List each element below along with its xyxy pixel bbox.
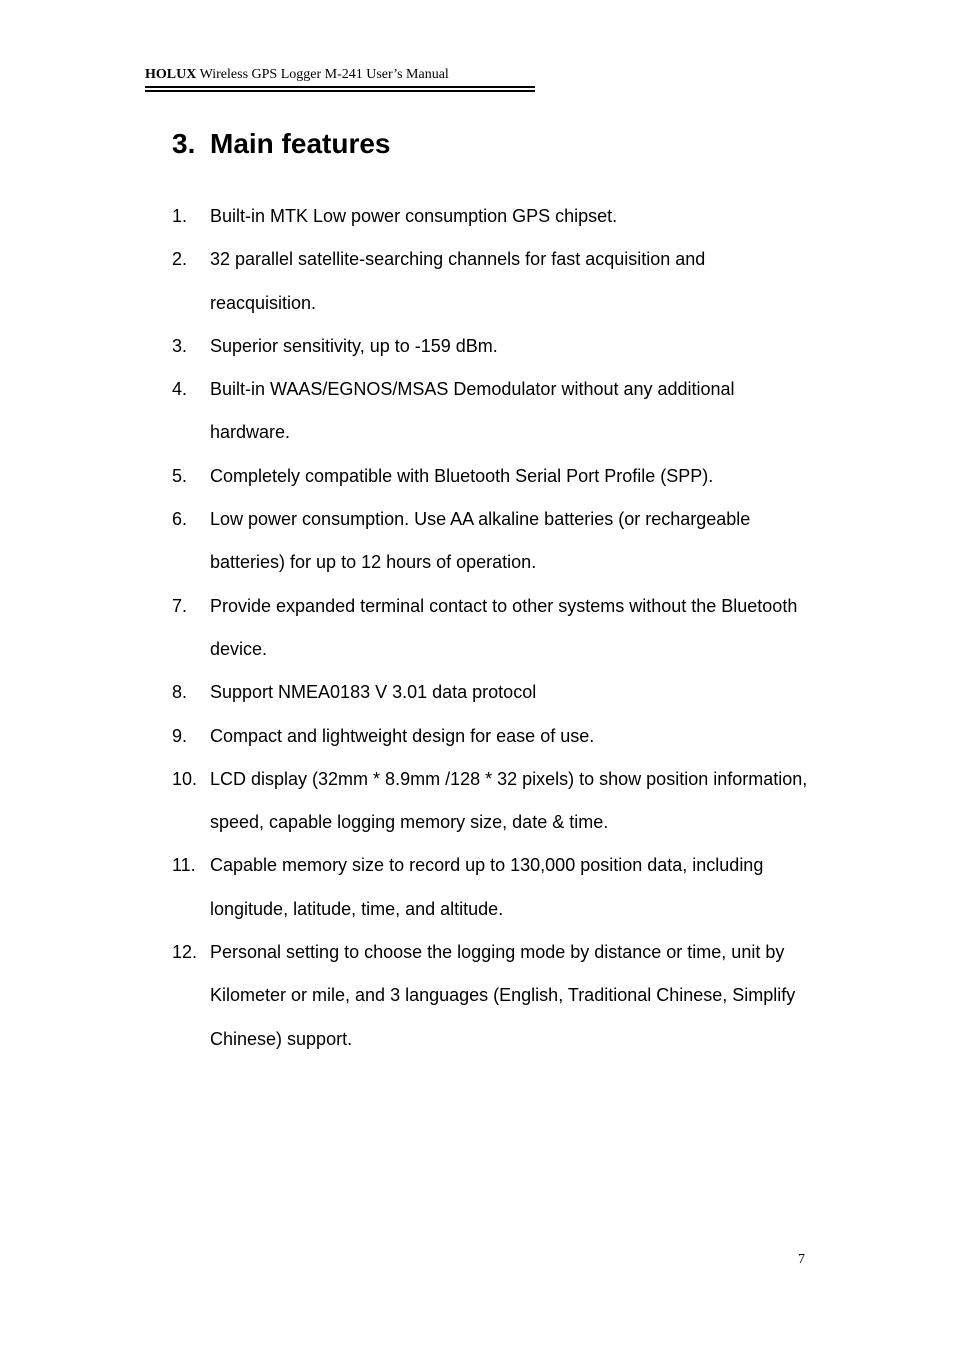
- feature-item: [172, 671, 812, 714]
- feature-number: 5.: [172, 465, 188, 486]
- feature-text: Superior sensitivity, up to -159 dBm.: [210, 335, 498, 356]
- feature-item: [172, 195, 812, 238]
- feature-text: Low power consumption. Use AA alkaline batteries (or rechargeable batteries) for up to 12 hours of operation.: [210, 509, 751, 573]
- feature-item: [172, 238, 812, 325]
- header-brand: HOLUX: [145, 67, 197, 82]
- feature-number: 12.: [172, 942, 198, 963]
- feature-number: 1.: [172, 206, 188, 226]
- feature-text: Compact and lightweight design for ease of use.: [210, 725, 595, 746]
- feature-item: [172, 325, 812, 368]
- feature-item: [172, 844, 812, 931]
- feature-item: [172, 758, 812, 845]
- header-rule-bottom: [145, 90, 535, 92]
- feature-number: 6.: [172, 509, 188, 530]
- running-header: [145, 66, 535, 84]
- feature-number: 3.: [172, 335, 188, 356]
- feature-number: 4.: [172, 379, 188, 400]
- feature-number: 7.: [172, 595, 188, 616]
- header-rule-top: [145, 86, 535, 88]
- feature-number: 9.: [172, 725, 188, 746]
- feature-text: 32 parallel satellite-searching channels for fast acquisition and reacquisition.: [210, 249, 706, 313]
- section-heading: [172, 126, 391, 162]
- feature-number: 10.: [172, 768, 198, 789]
- feature-item: [172, 715, 812, 758]
- header-title: Wireless GPS Logger M-241 User’s Manual: [199, 67, 449, 82]
- feature-item: [172, 931, 812, 1061]
- section-title: Main features: [210, 128, 391, 159]
- feature-text: Completely compatible with Bluetooth Serial Port Profile (SPP).: [210, 465, 714, 486]
- feature-text: Support NMEA0183 V 3.01 data protocol: [210, 682, 537, 703]
- feature-number: 11.: [172, 855, 196, 876]
- features-list: [172, 195, 812, 1061]
- feature-item: [172, 498, 812, 585]
- feature-text: Capable memory size to record up to 130,000 position data, including longitude, latitude, time, and altitude.: [210, 855, 764, 919]
- feature-text: Provide expanded terminal contact to other systems without the Bluetooth device.: [210, 595, 798, 659]
- feature-text: Built-in WAAS/EGNOS/MSAS Demodulator without any additional hardware.: [210, 379, 735, 443]
- feature-number: 8.: [172, 682, 188, 703]
- section-number: 3.: [172, 128, 196, 159]
- feature-text: LCD display (32mm * 8.9mm /128 * 32 pixels) to show position information, speed, capable logging memory size, date & time.: [210, 768, 808, 833]
- feature-item: [172, 455, 812, 498]
- feature-item: [172, 368, 812, 455]
- feature-number: 2.: [172, 249, 188, 270]
- feature-text: Personal setting to choose the logging mode by distance or time, unit by Kilometer or mile, and 3 languages (English, Traditional Chinese, Simplify Chinese) support.: [210, 942, 796, 1049]
- feature-text: Built-in MTK Low power consumption GPS chipset.: [210, 206, 618, 226]
- page-number: 7: [798, 1252, 805, 1267]
- feature-item: [172, 585, 812, 672]
